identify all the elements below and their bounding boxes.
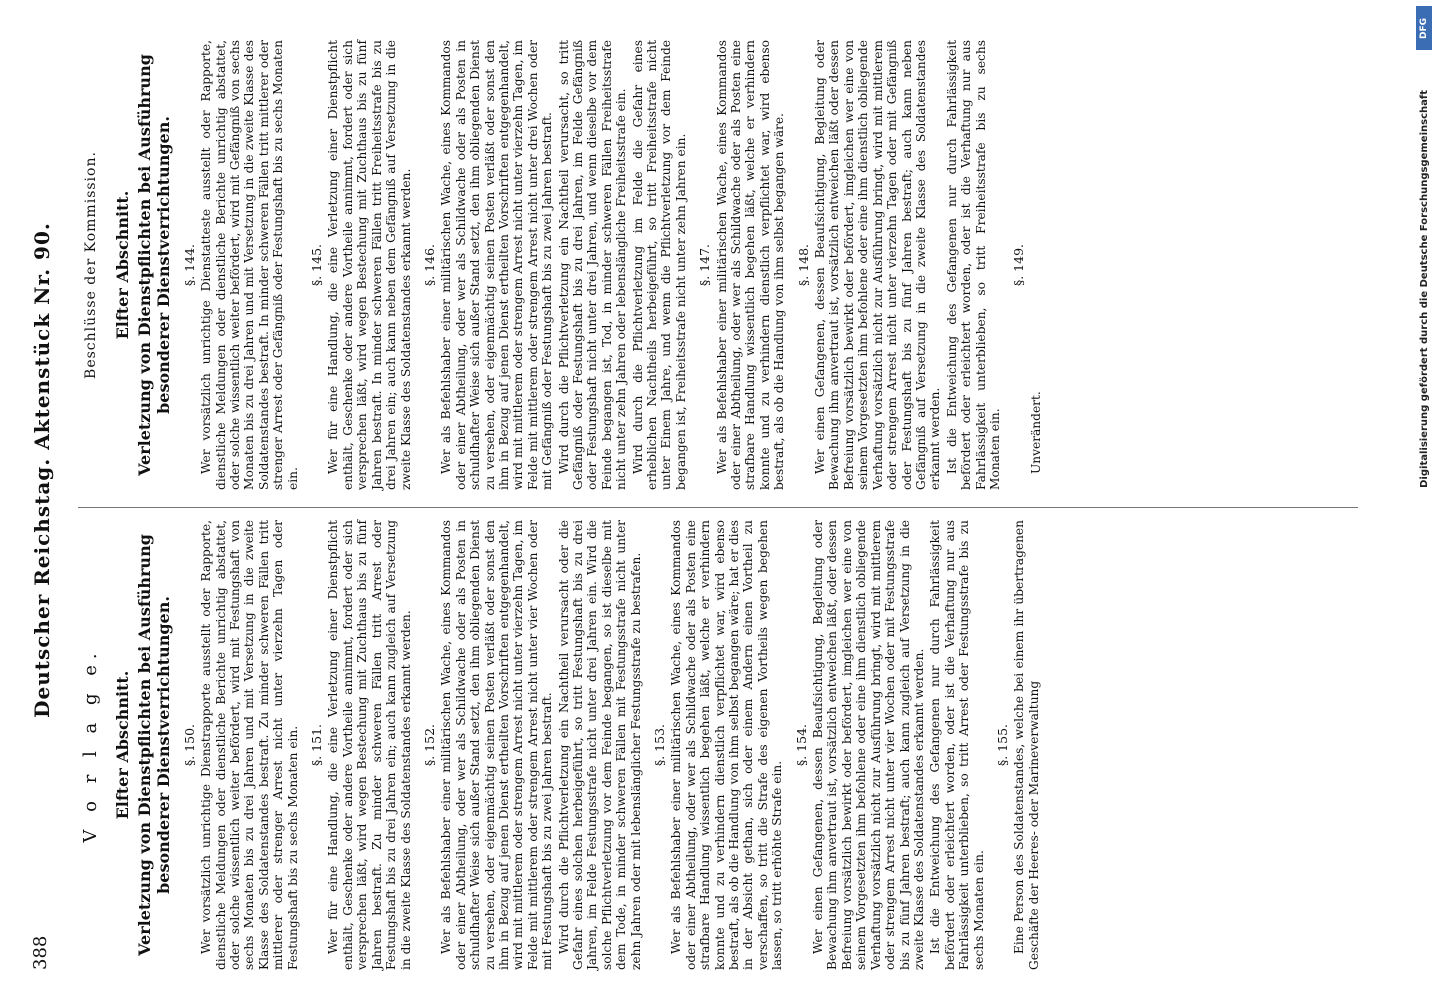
- paragraph-number: §. 153.: [652, 723, 667, 767]
- section-heading: Verletzung von Dienstpflichten bei Ausführung besonderer Dienstverrichtungen.: [134, 54, 173, 476]
- paragraph-text: Wird durch die Pflichtverletzung ein Nachtheil verursacht, so tritt Gefängniß oder Festungshaft bis zu drei Jahren, im Felde Gefängniß oder Festungshaft nicht unter drei Jahren, und wenn dieselbe vor dem Feinde begangen ist, Tod, in minder schweren Fällen Freiheitsstrafe nicht unter zehn Jahren oder lebenslängliche Freiheitsstrafe ein.: [556, 40, 629, 490]
- paragraph-text: Wer vorsätzlich unrichtige Dienstatteste ausstellt oder Rapporte, dienstliche Meldungen oder dienstliche Berichte unrichtig abstattet, oder solche wissentlich weiter befördert, wird mit Gefängniß von sechs Monaten bis zu drei Jahren und mit Versetzung in die zweite Klasse des Soldatenstandes bestraft. In minder schweren Fällen tritt mittlerer oder strenger Arrest oder Gefängniß oder Festungshaft bis zu sechs Monaten ein.: [199, 40, 300, 490]
- paragraph-number: §. 146.: [421, 243, 437, 287]
- page-header: [8, 30, 68, 970]
- paragraph-text: Wer für eine Handlung, die eine Verletzung einer Dienstpflicht enthält, Geschenke oder andere Vortheile annimmt, fordert oder sich versprechen läßt, wird wegen Bestechung mit Zuchthaus bis zu fünf Jahren bestraft. Zu minder schweren Fällen tritt Arrest oder Festungshaft bis zu drei Jahren ein; auch kann zugleich auf Versetzung in die zweite Klasse des Soldatenstandes erkannt werden.: [326, 520, 413, 970]
- column-title: Beschlüsse der Kommission.: [83, 151, 99, 379]
- stamp-text: Digitalisierung gefördert durch die Deutsche Forschungsgemeinschaft: [1419, 90, 1430, 488]
- paragraph-list: [183, 40, 1043, 490]
- column-beschluesse: [78, 40, 1045, 490]
- paragraph-text: Wer als Befehlshaber einer militärischen Wache, eines Kommandos oder einer Abtheilung, oder wer als Schildwache oder als Posten eine strafbare Handlung wissentlich begehen läßt, welche er verhindern konnte und zu verhindern dienstlich verpflichtet war, wird ebenso bestraft, als ob die Handlung von ihm selbst begangen wäre; hat er dies in der Absicht gethan, sich oder einem Andern einen Vortheil zu verschaffen, so tritt die Strafe des eigenen Vortheils wegen begehen lassen, so tritt erhöhte Strafe ein.: [669, 520, 785, 970]
- paragraph-text: Wer für eine Handlung, die eine Verletzung einer Dienstpflicht enthält, Geschenke oder andere Vortheile annimmt, fordert oder sich versprechen läßt, wird wegen Bestechung mit Zuchthaus bis zu fünf Jahren bestraft. In minder schweren Fällen tritt Freiheitsstrafe bis zu drei Jahren ein; auch kann neben dem Gefängniß auf Versetzung in die zweite Klasse des Soldatenstandes erkannt werden.: [326, 40, 413, 490]
- paragraph-number: §. 155.: [994, 723, 1010, 767]
- column-title: V o r l a g e.: [80, 647, 101, 843]
- dfg-logo: DFG: [1416, 6, 1432, 50]
- paragraph-text: Wird durch die Pflichtverletzung im Felde die Gefahr eines erheblichen Nachtheils herbeigeführt, so tritt Freiheitsstrafe nicht unter Einem Jahre, und wenn die Pflichtverletzung vor dem Feinde begangen ist, Freiheitsstrafe nicht unter zehn Jahren ein.: [630, 40, 688, 490]
- section-title: Elfter Abschnitt.: [113, 190, 133, 340]
- paragraph-number: §. 151.: [309, 723, 325, 767]
- paragraph-text: Wird durch die Pflichtverletzung ein Nachtheil verursacht oder die Gefahr eines solchen herbeigeführt, so tritt Festungshaft bis zu drei Jahren, im Felde Festungsstrafe nicht unter drei Jahren ein. Wird die solche Pflichtverletzung vor dem Feinde begangen, so ist dieselbe mit dem Tode, in minder schweren Fällen mit Festungsstrafe nicht unter zehn Jahren oder mit lebenslänglicher Festungsstrafe zu bestrafen.: [556, 520, 643, 970]
- paragraph-text: Wer vorsätzlich unrichtige Dienstrapporte ausstellt oder Rapporte, dienstliche Meldungen oder dienstliche Berichte unrichtig abstattet, oder solche wissentlich weiter befördert, wird mit Festungshaft von sechs Monaten bis zu drei Jahren und mit Versetzung in die zweite Klasse des Soldatenstandes bestraft. Zu minder schweren Fällen tritt mittlerer oder strenger Arrest nicht unter vierzehn Tagen oder Festungshaft bis zu sechs Monaten ein.: [199, 520, 300, 970]
- paragraph-number: §. 152.: [421, 723, 437, 767]
- paragraph-text: Wer einen Gefangenen, dessen Beaufsichtigung, Begleitung oder Bewachung ihm anvertraut ist, vorsätzlich entweichen läßt, oder dessen Befreiung vorsätzlich bewirkt oder befördert, imgleichen wer eine von seinem Vorgesetzten ihm befohlene oder eine ihm dienstlich obliegende Verhaftung vorsätzlich nicht zur Ausführung bringt, wird mit mittlerem oder strengem Arrest nicht unter vier Wochen oder mit Festungsstrafe bis zu fünf Jahren bestraft; auch kann zugleich auf Versetzung in die zweite Klasse des Soldatenstandes erkannt werden.: [811, 520, 926, 970]
- paragraph-text: Ist die Entweichung des Gefangenen nur durch Fahrlässigkeit befördert oder erleichtert worden, oder ist die Verhaftung nur aus Fahrlässigkeit unterblieben, so tritt Arrest oder Festungsstrafe bis zu sechs Monaten ein.: [928, 520, 986, 970]
- paragraph-number: §. 150.: [181, 723, 197, 767]
- column-vorlage: [78, 520, 1043, 970]
- paragraph-text: Eine Person des Soldatenstandes, welche bei einem ihr übertragenen Geschäfte der Heeres- oder Marineverwaltung: [1012, 520, 1041, 970]
- section-title: Elfter Abschnitt.: [113, 670, 133, 820]
- page-number: 388: [30, 935, 51, 970]
- running-title: Deutscher Reichstag. Aktenstück Nr. 90.: [30, 222, 54, 718]
- paragraph-number: §. 144.: [181, 243, 197, 287]
- paragraph-number: §. 154.: [793, 723, 809, 767]
- paragraph-text: Wer einen Gefangenen, dessen Beaufsichtigung, Begleitung oder Bewachung ihm anvertraut ist, vorsätzlich entweichen läßt oder dessen Befreiung vorsätzlich bewirkt oder befördert, imgleichen wer eine von seinem Vorgesetzten ihm befohlene oder eine ihm dienstlich obliegende Verhaftung vorsätzlich nicht zur Ausführung bringt, wird mit mittlerem oder strengem Arrest nicht unter vierzehn Tagen oder mit Gefängniß oder Festungshaft bis zu fünf Jahren bestraft; auch kann neben Gefängniß auf Versetzung in die zweite Klasse des Soldatenstandes erkannt werden.: [813, 40, 943, 490]
- paragraph-number: §. 145.: [309, 243, 325, 287]
- paragraph-text: Unverändert.: [1028, 391, 1043, 474]
- paragraph-number: §. 148.: [795, 243, 811, 287]
- section-heading: Verletzung von Dienstpflichten bei Ausführung besonderer Dienstverrichtungen.: [134, 534, 173, 956]
- paragraph-text: Ist die Entweichung des Gefangenen nur durch Fahrlässigkeit befördert oder erleichtert worden, oder ist die Verhaftung nur aus Fahrlässigkeit unterblieben, so tritt Freiheitsstrafe bis zu sechs Monaten ein.: [944, 40, 1002, 490]
- paragraph-number: §. 149.: [1011, 243, 1027, 287]
- digitization-stamp: [1416, 0, 1432, 1000]
- paragraph-text: Wer als Befehlshaber einer militärischen Wache, eines Kommandos oder einer Abtheilung, oder wer als Schildwache oder als Posten eine strafbare Handlung wissentlich begehen läßt, welche er verhindern konnte und zu verhindern dienstlich verpflichtet war, wird ebenso bestraft, als ob die Handlung von ihm selbst begangen wäre.: [714, 40, 787, 490]
- column-divider: [78, 507, 1358, 508]
- paragraph-text: Wer als Befehlshaber einer militärischen Wache, eines Kommandos oder einer Abtheilung, oder wer als Schildwache oder als Posten in schuldhafter Weise sich außer Stand setzt, den ihm obliegenden Dienst zu versehen, oder eigenmächtig seinen Posten verläßt oder sonst den ihm in Bezug auf jenen Dienst ertheilten Vorschriften entgegenhandelt, wird mit mittlerem oder strengem Arrest nicht unter vierzehn Tagen, im Felde mit mittlerem oder strengem Arrest nicht unter drei Wochen oder mit Gefängniß oder Festungshaft bis zu zwei Jahren bestraft.: [439, 40, 555, 490]
- paragraph-list: [183, 520, 1041, 970]
- paragraph-number: §. 147.: [697, 243, 713, 287]
- paragraph-text: Wer als Befehlshaber einer militärischen Wache, eines Kommandos oder einer Abtheilung, oder wer als Schildwache oder als Posten in schuldhafter Weise sich außer Stand setzt, den ihm obliegenden Dienst zu versehen, oder eigenmächtig seinen Posten verläßt oder sonst den ihm in Bezug auf jenen Dienst ertheilten Vorschriften entgegenhandelt, wird mit mittlerem oder strengem Arrest nicht unter vierzehn Tagen, im Felde mit mittlerem oder strengem Arrest nicht unter vier Wochen oder mit Festungshaft bis zu zwei Jahren bestraft.: [439, 520, 555, 970]
